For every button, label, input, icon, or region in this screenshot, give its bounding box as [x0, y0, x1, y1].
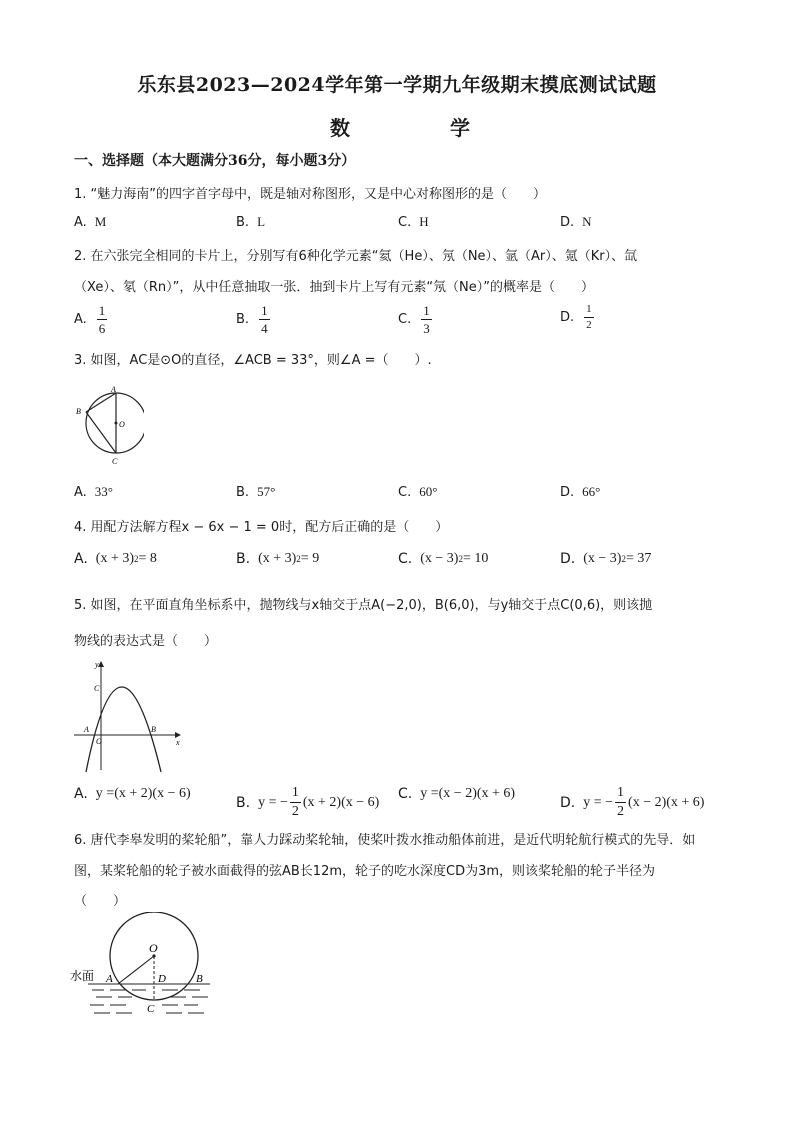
q6-label-o: O: [149, 941, 158, 955]
q6-stem-line1: 6. 唐代李皋发明的桨轮船”，靠人力踩动桨轮轴，使桨叶拨水推动船体前进，是近代明轮航行模式的先导．如: [74, 833, 696, 848]
q3-chord-ab: [86, 393, 116, 412]
q4-option-a[interactable]: A. (x + 3) 2 = 8: [74, 551, 157, 567]
subject-char-1: 数: [330, 116, 350, 140]
q5-label-y: y: [95, 660, 99, 669]
q5-option-a[interactable]: A. y = (x + 2)(x − 6): [74, 786, 191, 802]
q5-label-x: x: [176, 738, 180, 747]
q3-option-a[interactable]: A. 33°: [74, 484, 113, 500]
q6-label-d: D: [158, 973, 166, 985]
q6-stem-line3: （ ）: [74, 894, 127, 909]
q2-option-a[interactable]: A. $\frac{1}{6}$: [74, 303, 106, 336]
q5-option-c[interactable]: C. y = (x − 2)(x + 6): [398, 786, 516, 802]
subject-char-2: 学: [450, 116, 470, 140]
q2-option-d[interactable]: D. $\frac{1}{2}$: [560, 303, 592, 331]
q4-stem: 4. 用配方法解方程x − 6x − 1 = 0时，配方后正确的是（ ）: [74, 520, 449, 535]
q3-option-c[interactable]: C. 60°: [398, 484, 438, 500]
section-heading: 一、选择题（本大题满分36分，每小题3分）: [74, 153, 356, 169]
q6-label-water: 水面: [70, 969, 95, 983]
q3-label-c: C: [112, 457, 118, 466]
q3-circle-figure: [74, 386, 144, 468]
q5-label-a: A: [84, 725, 89, 734]
q3-chord-bc: [86, 412, 116, 453]
q3-label-a: A: [111, 386, 116, 394]
q5-stem-line2: 物线的表达式是（ ）: [74, 634, 218, 649]
q5-parabola-curve: [86, 687, 161, 772]
q6-label-c: C: [147, 1003, 155, 1015]
q2-stem-line2: （Xe）、氡（Rn）”，从中任意抽取一张．抽到卡片上写有元素“氖（Ne）”的概率是（ ）: [74, 280, 595, 295]
q1-option-a[interactable]: A. M: [74, 214, 107, 230]
page-title: 乐东县2023—2024学年第一学期九年级期末摸底测试试题: [137, 74, 657, 96]
q6-radius-oa: [118, 956, 154, 984]
q2-option-b[interactable]: B. $\frac{1}{4}$: [236, 303, 268, 336]
q5-parabola-figure: [72, 658, 184, 774]
q1-option-d[interactable]: D. N: [560, 214, 592, 230]
q2-stem-line1: 2. 在六张完全相同的卡片上，分别写有6种化学元素“氦（He）、氖（Ne）、氩（Ar）、氪（Kr）、氙: [74, 249, 638, 264]
q4-option-b[interactable]: B. (x + 3) 2 = 9: [236, 551, 320, 567]
q2-option-c[interactable]: C. $\frac{1}{3}$: [398, 303, 430, 336]
q3-label-o: O: [119, 420, 125, 429]
q6-paddle-wheel-figure: [70, 912, 215, 1022]
q6-stem-line2: 图，某桨轮船的轮子被水面截得的弦AB长12m，轮子的吃水深度CD为3m，则该桨轮船的轮子半径为: [74, 864, 656, 879]
q3-stem: 3. 如图，AC是⊙O的直径，∠ACB = 33°，则∠A =（ ）.: [74, 353, 432, 368]
q5-option-d[interactable]: D. y = − $\frac{1}{2}$ (x − 2)(x + 6): [560, 785, 705, 819]
subject-title: [330, 112, 470, 141]
q6-label-b: B: [196, 973, 203, 985]
q3-label-b: B: [76, 407, 81, 416]
q5-label-c: C: [94, 684, 100, 693]
q5-label-b: B: [151, 725, 156, 734]
q5-y-axis-arrow: [98, 661, 104, 667]
q6-label-a: A: [106, 973, 113, 985]
q4-option-d[interactable]: D. (x − 3) 2 = 37: [560, 551, 652, 567]
q4-option-c[interactable]: C. (x − 3) 2 = 10: [398, 551, 489, 567]
q1-option-b[interactable]: B. L: [236, 214, 266, 230]
q1-stem: 1. “魅力海南”的四字首字母中，既是轴对称图形，又是中心对称图形的是（ ）: [74, 187, 547, 202]
q5-label-o: O: [96, 737, 102, 746]
q5-option-b[interactable]: B. y = − $\frac{1}{2}$ (x + 2)(x − 6): [236, 785, 380, 819]
q5-stem-line1: 5. 如图，在平面直角坐标系中，抛物线与x轴交于点A(−2,0)，B(6,0)，与y轴交于点C(0,6)，则该抛: [74, 598, 653, 613]
q1-option-c[interactable]: C. H: [398, 214, 429, 230]
q3-center-dot: [115, 422, 118, 425]
q3-option-d[interactable]: D. 66°: [560, 484, 601, 500]
q3-option-b[interactable]: B. 57°: [236, 484, 276, 500]
